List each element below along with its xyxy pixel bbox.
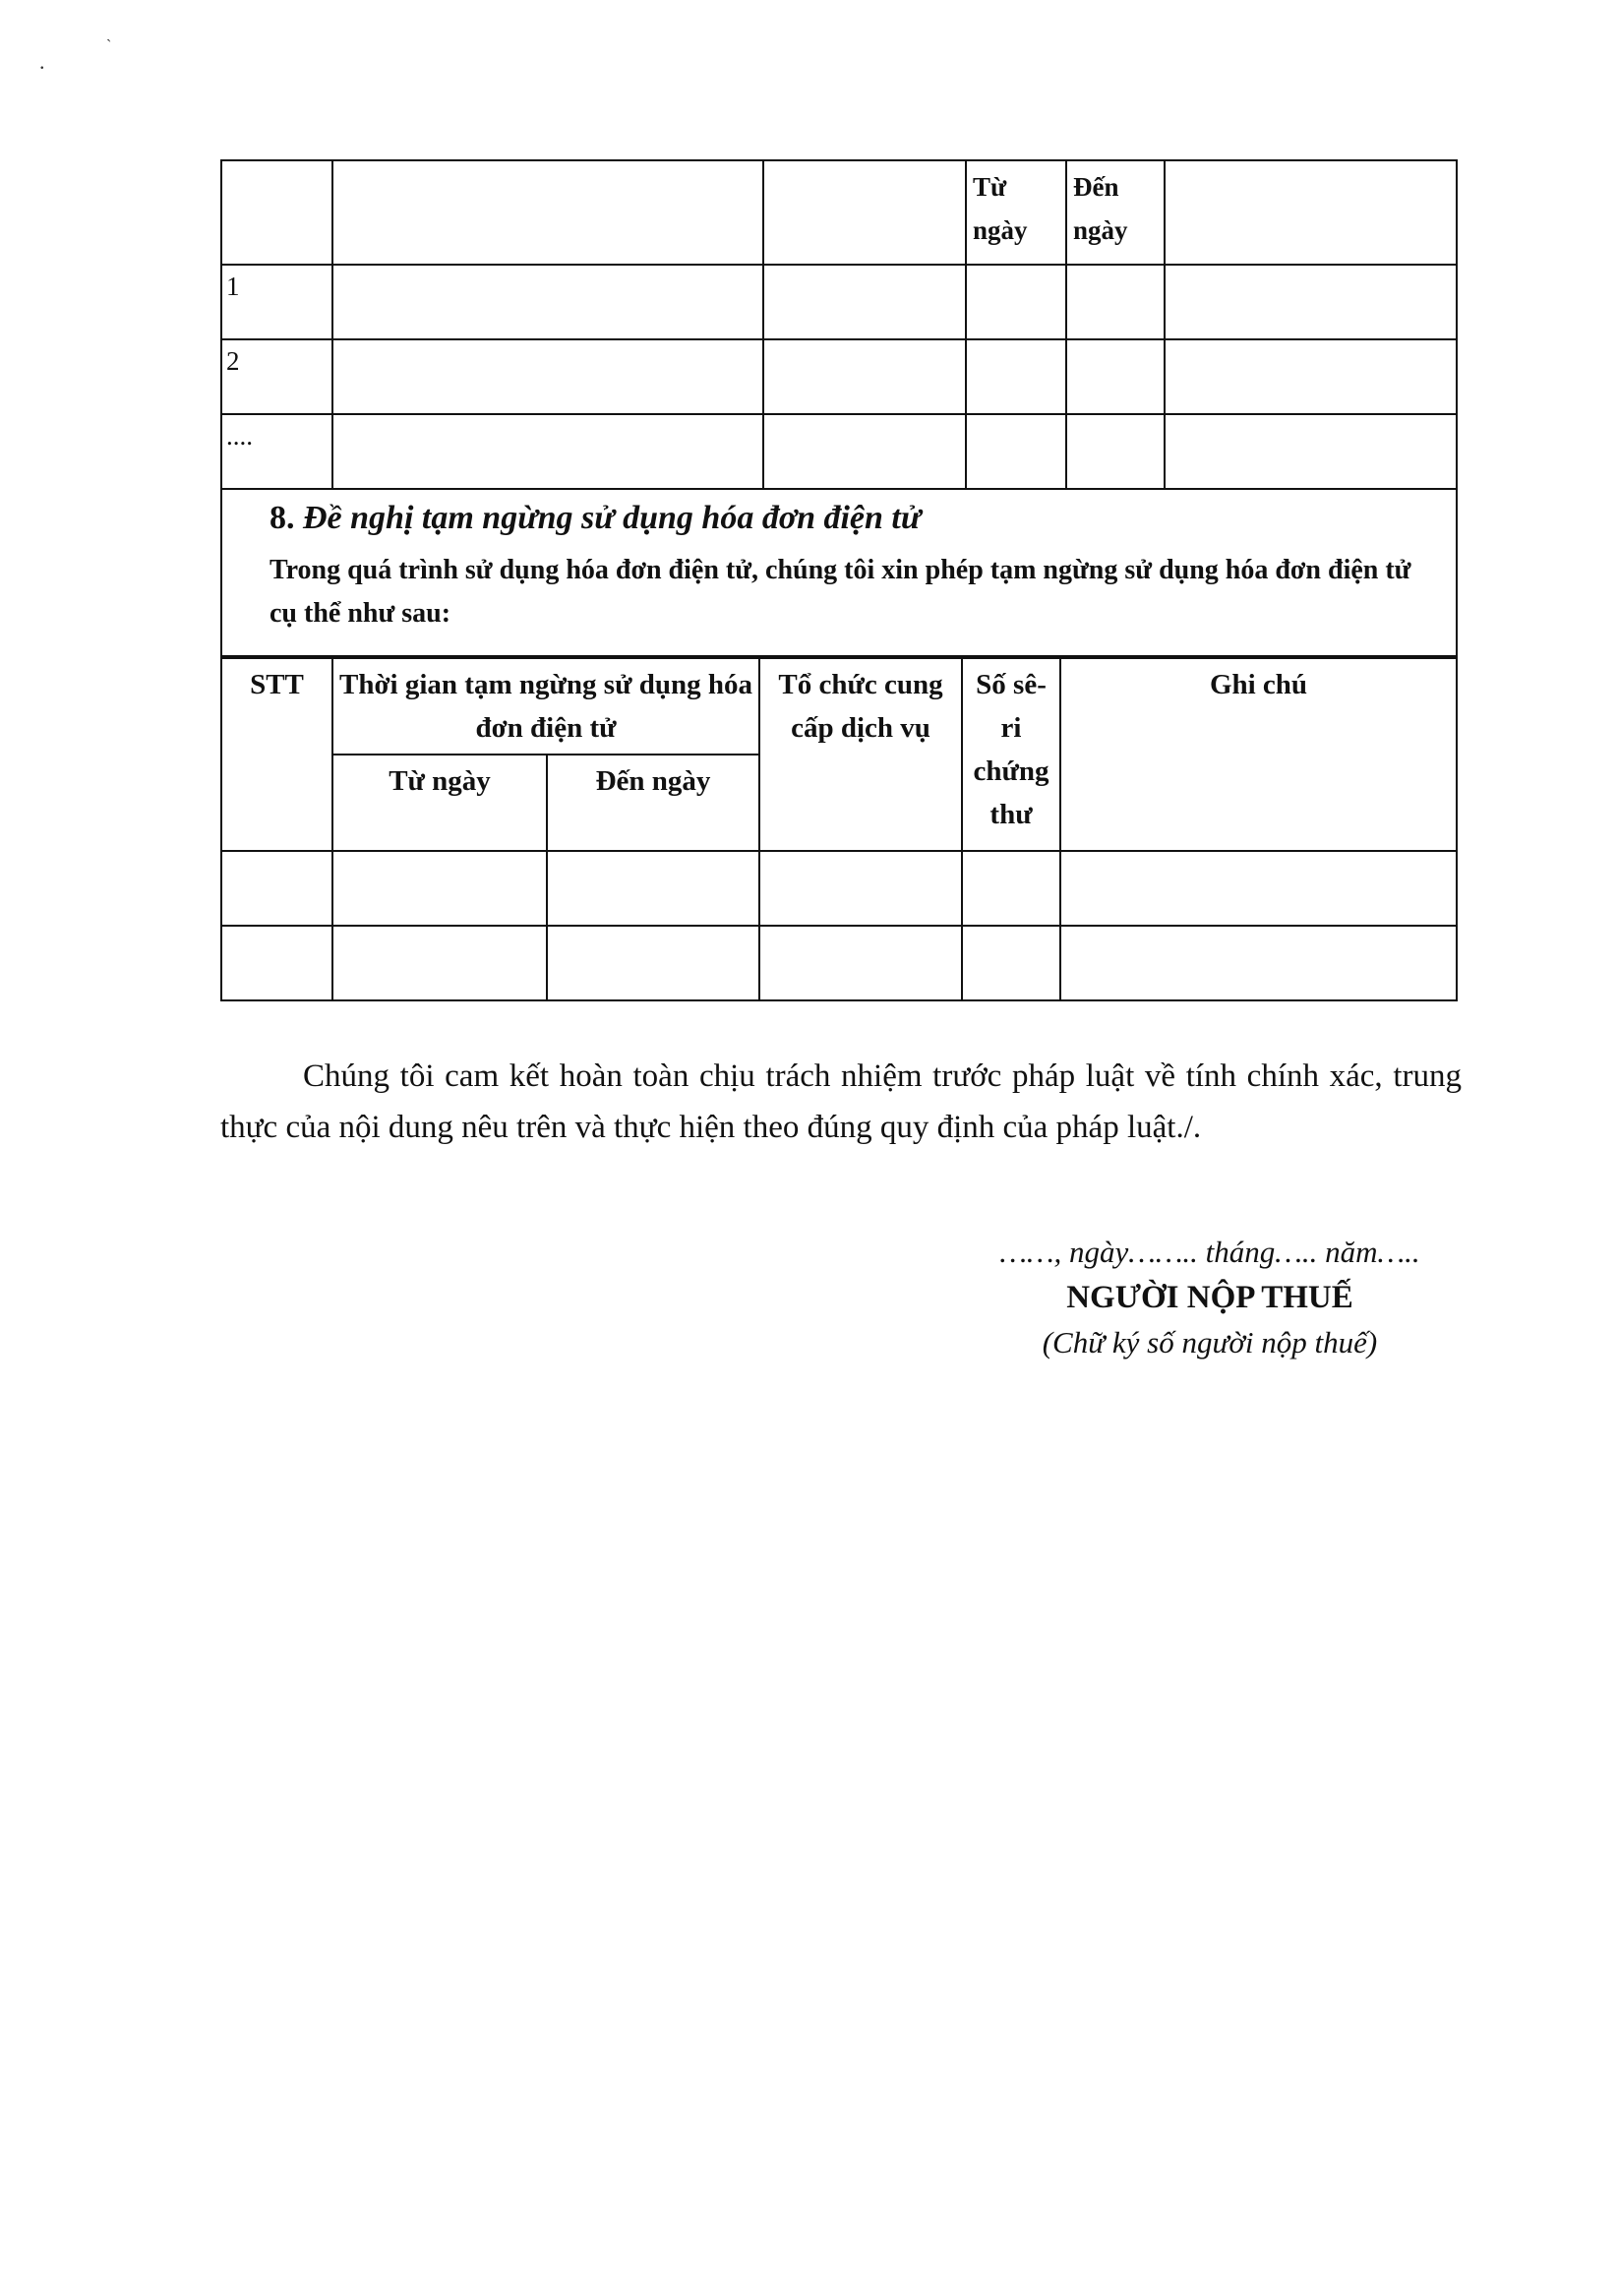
table-cell: [1060, 926, 1456, 1000]
table-row: [222, 265, 1456, 339]
header-cell: [222, 160, 332, 265]
table-continued: [222, 159, 1456, 490]
table-cell: [1066, 265, 1165, 339]
table-cell: [1165, 339, 1456, 414]
section-title-text: Đề nghị tạm ngừng sử dụng hóa đơn điện tử: [303, 500, 922, 536]
row-number: ....: [222, 414, 332, 489]
table-cell: [332, 926, 547, 1000]
table-cell: [962, 851, 1060, 926]
header-period: Thời gian tạm ngừng sử dụng hóa đơn điện tử: [332, 658, 759, 755]
table-cell: [759, 926, 962, 1000]
section-number: 8.: [270, 500, 295, 536]
signature-date-line: ……, ngày…….. tháng….. năm…..: [999, 1235, 1420, 1269]
row-number: 1: [222, 265, 332, 339]
table-cell: [222, 851, 332, 926]
table-cell: [1060, 851, 1456, 926]
header-serial: Số sê-ri chứng thư: [962, 658, 1060, 851]
table-cell: [332, 851, 547, 926]
commitment-paragraph: Chúng tôi cam kết hoàn toàn chịu trách nhiệm trước pháp luật về tính chính xác, trung thực của nội dung nêu trên và thực hiện theo đúng quy định của pháp luật./.: [220, 1058, 1462, 1145]
table-cell: [1066, 339, 1165, 414]
header-from-date: Từ ngày: [332, 755, 547, 851]
table-row: [222, 851, 1456, 926]
section-8: [222, 490, 1456, 657]
table-cell: [763, 339, 966, 414]
signature-block: [846, 1230, 1574, 1365]
table-cell: [332, 339, 763, 414]
table-suspension: [222, 657, 1456, 1001]
signature-note: (Chữ ký số người nộp thuế): [1042, 1325, 1378, 1359]
section-title: [270, 500, 1420, 537]
header-note: Ghi chú: [1060, 658, 1456, 851]
table-header-row: [222, 658, 1456, 755]
header-cell: [332, 160, 763, 265]
table-cell: [759, 851, 962, 926]
table-cell: [763, 414, 966, 489]
stray-mark: .: [39, 49, 45, 74]
table-cell: [966, 339, 1066, 414]
header-from-date: Từ ngày: [966, 160, 1066, 265]
header-cell: [763, 160, 966, 265]
table-cell: [1066, 414, 1165, 489]
header-to-date: Đến ngày: [1066, 160, 1165, 265]
table-cell: [332, 414, 763, 489]
table-row: [222, 414, 1456, 489]
signature-title: NGƯỜI NỘP THUẾ: [1066, 1280, 1353, 1315]
table-header-row: [222, 160, 1456, 265]
table-cell: [332, 265, 763, 339]
row-number: 2: [222, 339, 332, 414]
table-cell: [547, 851, 759, 926]
table-cell: [763, 265, 966, 339]
table-cell: [547, 926, 759, 1000]
form-frame: [220, 159, 1458, 1001]
table-cell: [222, 926, 332, 1000]
header-cell: [1165, 160, 1456, 265]
table-cell: [966, 265, 1066, 339]
table-cell: [962, 926, 1060, 1000]
header-to-date: Đến ngày: [547, 755, 759, 851]
table-cell: [966, 414, 1066, 489]
table-row: [222, 339, 1456, 414]
stray-mark: `: [106, 37, 112, 54]
table-row: [222, 926, 1456, 1000]
table-cell: [1165, 265, 1456, 339]
table-cell: [1165, 414, 1456, 489]
header-stt: STT: [222, 658, 332, 851]
header-provider: Tổ chức cung cấp dịch vụ: [759, 658, 962, 851]
section-body: Trong quá trình sử dụng hóa đơn điện tử, chúng tôi xin phép tạm ngừng sử dụng hóa đơn điện tử cụ thể như sau:: [270, 555, 1411, 629]
